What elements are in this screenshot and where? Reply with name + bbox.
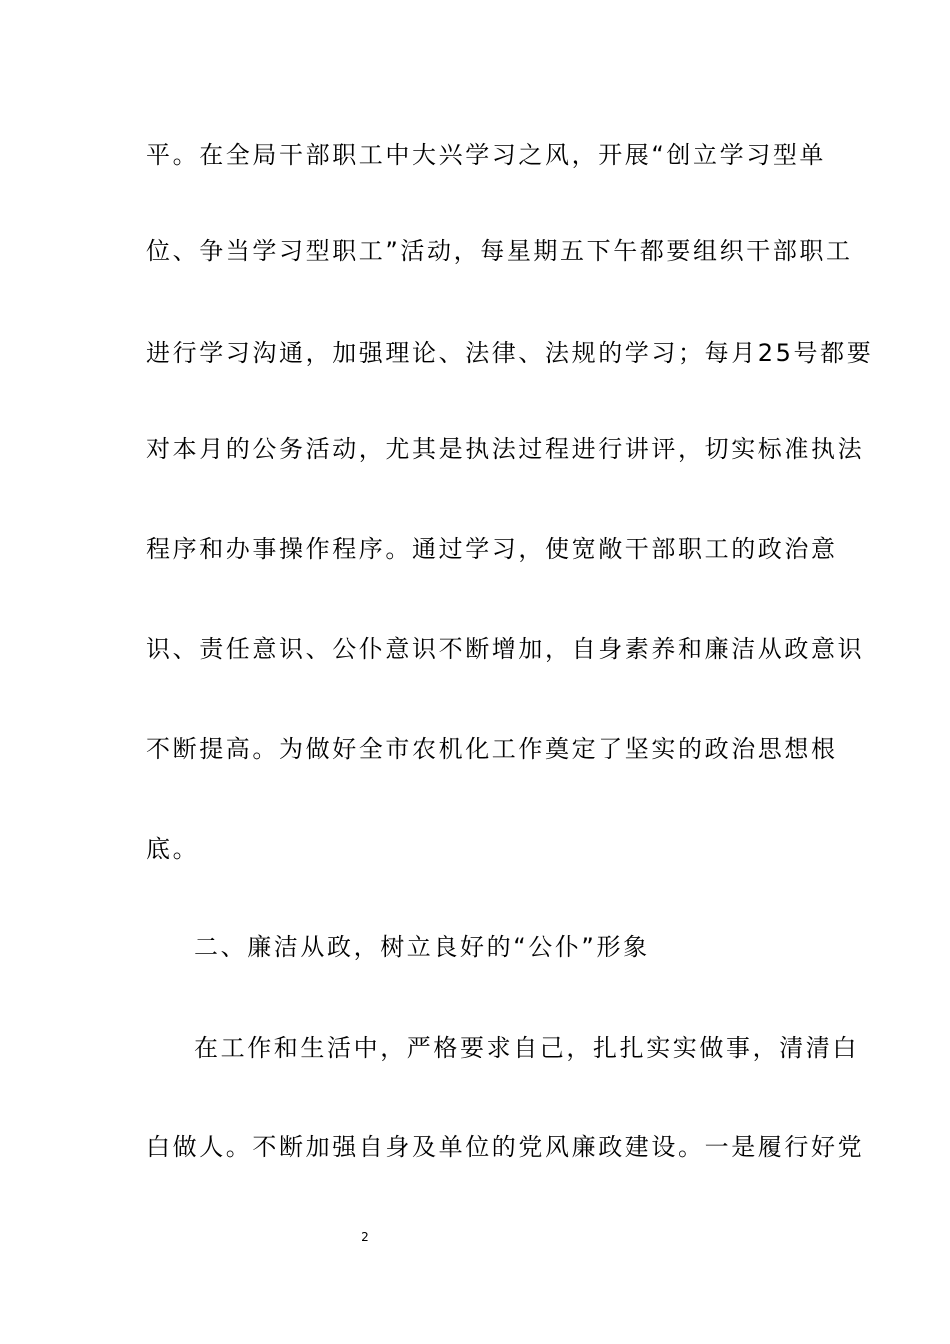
text-line: 对本月的公务活动，尤其是执法过程进行讲评，切实标准执法 (146, 435, 865, 463)
text-line: 不断提高。为做好全市农机化工作奠定了坚实的政治思想根 (146, 735, 838, 763)
section-heading: 二、廉洁从政，树立良好的“公仆”形象 (194, 933, 650, 961)
paragraph-start-line: 在工作和生活中，严格要求自己，扎扎实实做事，清清白 (194, 1034, 859, 1062)
text-line: 平。在全局干部职工中大兴学习之风，开展“创立学习型单 (146, 141, 827, 169)
page-number: 2 (361, 1230, 369, 1244)
text-line: 位、争当学习型职工”活动，每星期五下午都要组织干部职工 (146, 237, 853, 265)
text-line: 进行学习沟通，加强理论、法律、法规的学习；每月25号都要 (146, 339, 874, 367)
text-line: 底。 (146, 835, 200, 863)
text-line: 识、责任意识、公仆意识不断增加，自身素养和廉洁从政意识 (146, 635, 865, 663)
text-line: 程序和办事操作程序。通过学习，使宽敞干部职工的政治意 (146, 535, 838, 563)
text-line: 白做人。不断加强自身及单位的党风廉政建设。一是履行好党 (146, 1133, 865, 1161)
